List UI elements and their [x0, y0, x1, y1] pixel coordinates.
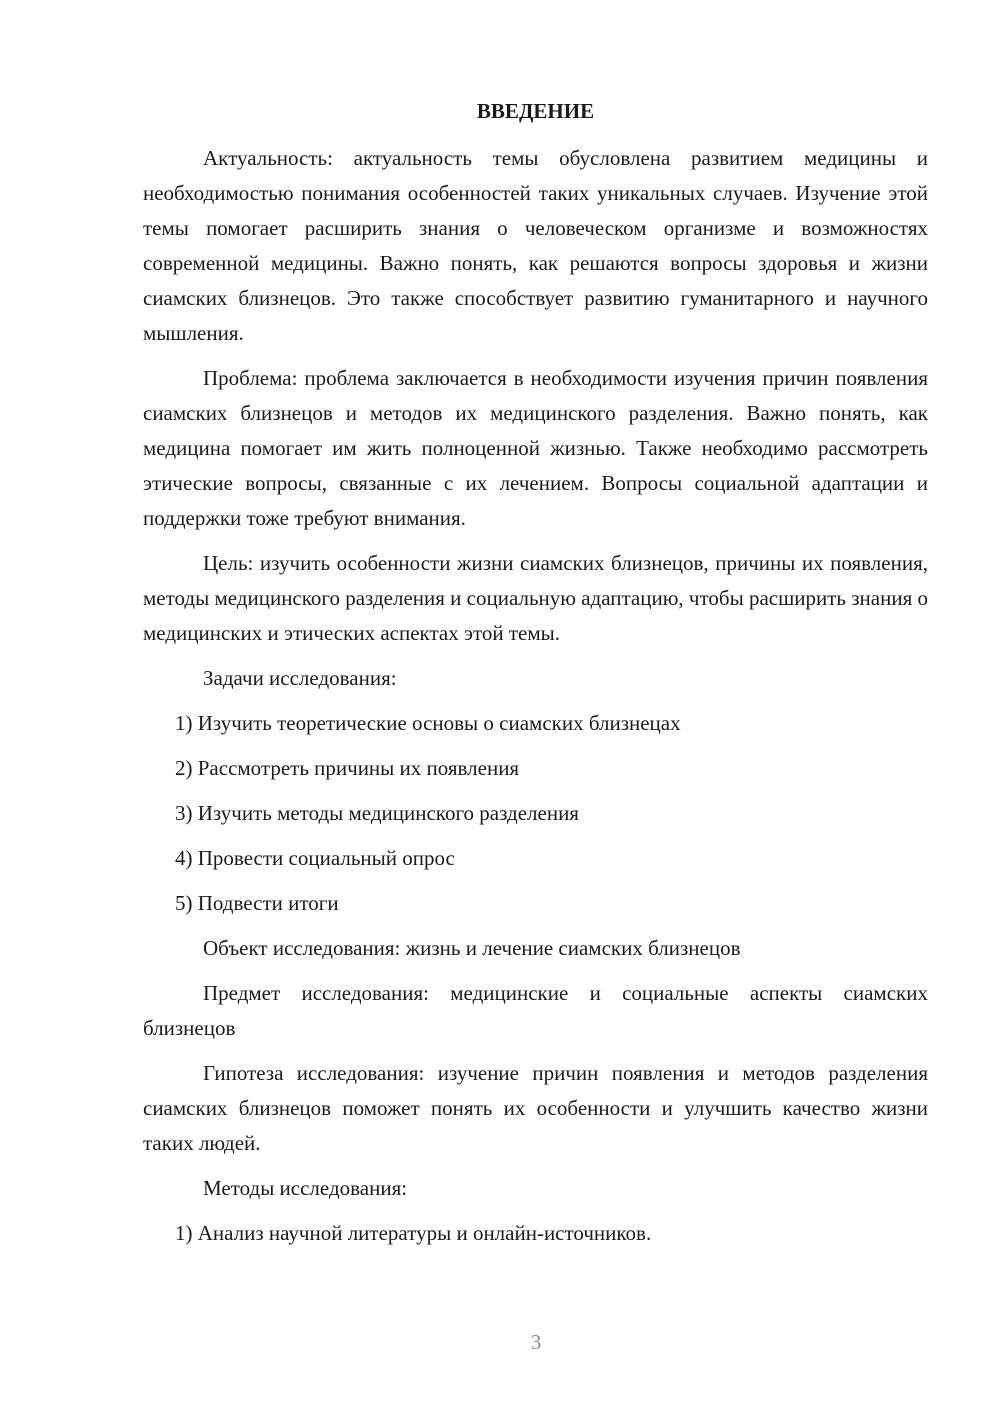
- problem-paragraph: Проблема: проблема заключается в необходимости изучения причин появления сиамских близнецов и методов их медицинского разделения. Важно понять, как медицина помогает им жить полноценной жизнью. Также необходимо рассмотреть этические вопросы, связанные с их лечением. Вопросы социальной адаптации и поддержки тоже требуют внимания.: [143, 366, 928, 530]
- goal-paragraph: Цель: изучить особенности жизни сиамских близнецов, причины их появления, методы медицинского разделения и социальную адаптацию, чтобы расширить знания о медицинских и этических аспектах этой темы.: [143, 551, 928, 645]
- page-number: 3: [530, 1330, 542, 1354]
- relevance-paragraph: Актуальность: актуальность темы обусловлена развитием медицины и необходимостью понимания особенностей таких уникальных случаев. Изучение этой темы помогает расширить знания о человеческом организме и возможностях современной медицины. Важно понять, как решаются вопросы здоровья и жизни сиамских близнецов. Это также способствует развитию гуманитарного и научного мышления.: [143, 146, 928, 345]
- page-title: ВВЕДЕНИЕ: [476, 99, 595, 123]
- document-page: [143, 94, 928, 1261]
- methods-heading: Методы исследования:: [203, 1176, 408, 1200]
- task-item: 1) Изучить теоретические основы о сиамских близнецах: [175, 711, 681, 735]
- hypothesis-paragraph: Гипотеза исследования: изучение причин появления и методов разделения сиамских близнецов поможет понять их особенности и улучшить качество жизни таких людей.: [143, 1061, 928, 1155]
- object-line: Объект исследования: жизнь и лечение сиамских близнецов: [203, 936, 741, 960]
- task-item: 5) Подвести итоги: [175, 891, 339, 915]
- tasks-heading: Задачи исследования:: [203, 666, 397, 690]
- task-item: 3) Изучить методы медицинского разделения: [175, 801, 579, 825]
- subject-paragraph: Предмет исследования: медицинские и социальные аспекты сиамских близнецов: [143, 981, 928, 1040]
- method-item: 1) Анализ научной литературы и онлайн-источников.: [175, 1221, 652, 1245]
- task-item: 2) Рассмотреть причины их появления: [175, 756, 520, 780]
- task-item: 4) Провести социальный опрос: [175, 846, 455, 870]
